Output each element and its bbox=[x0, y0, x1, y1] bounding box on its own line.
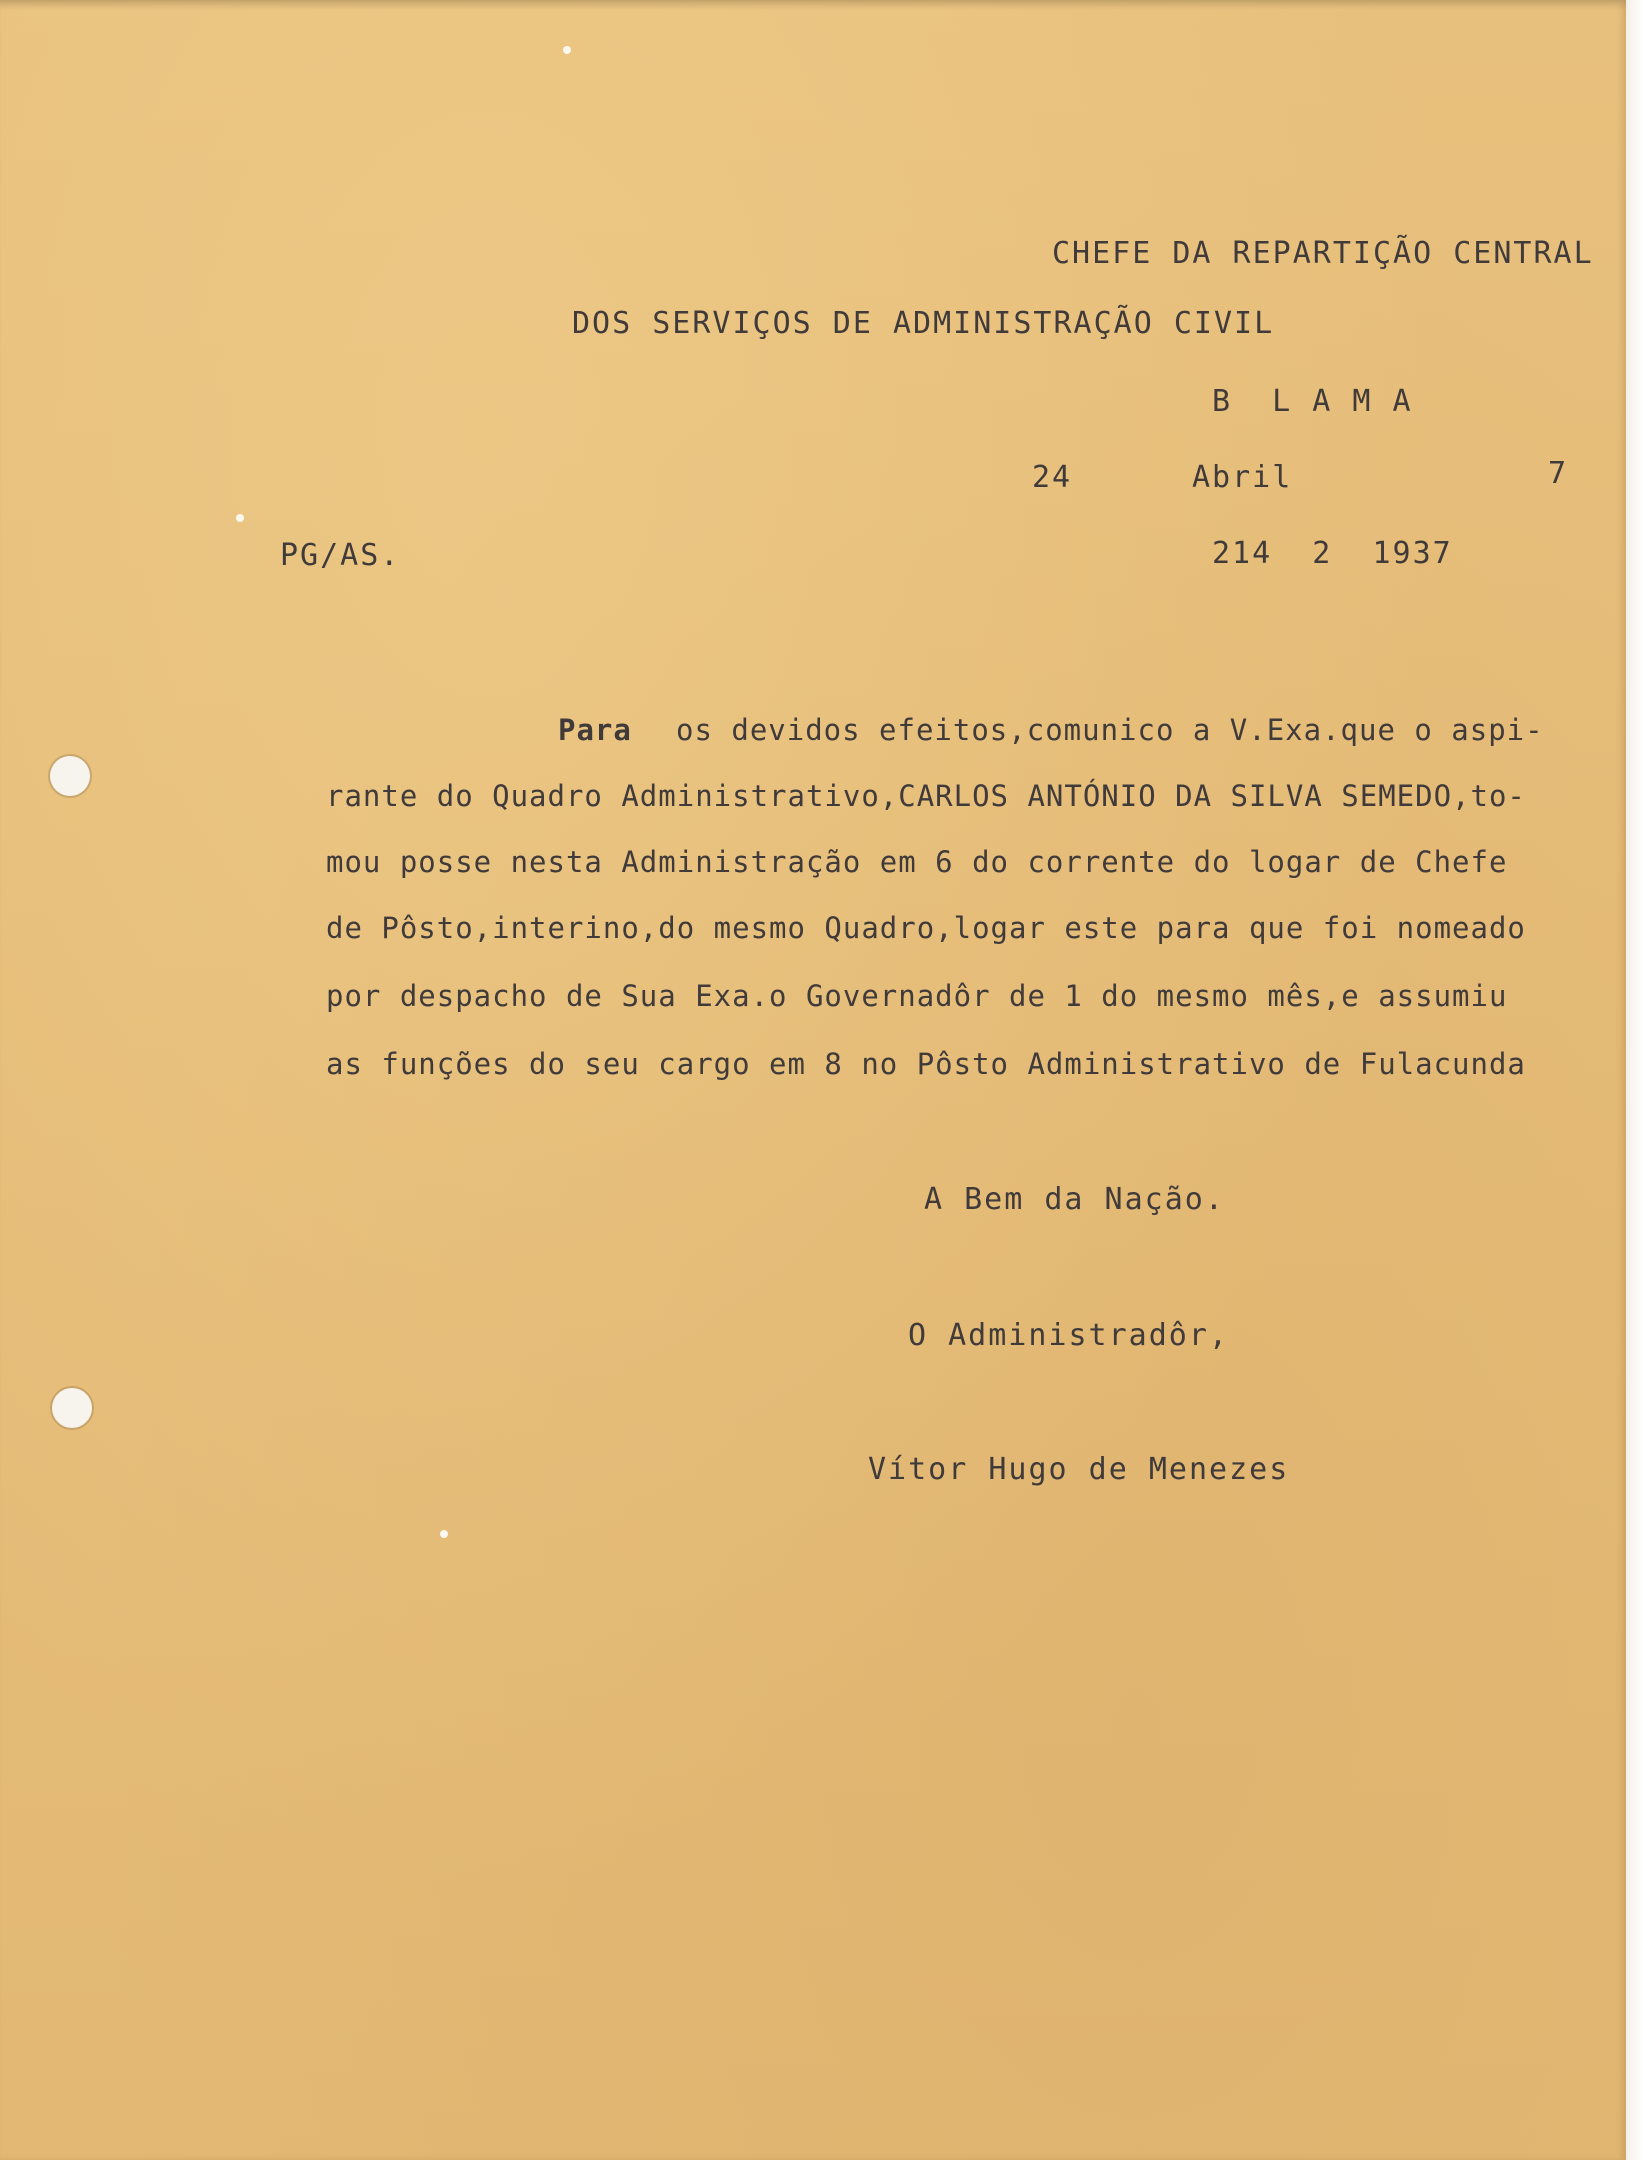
paper-speck bbox=[236, 514, 244, 522]
reference-code: PG/AS. bbox=[280, 538, 401, 573]
date-day: 24 bbox=[1032, 460, 1073, 495]
paper-speck bbox=[440, 1530, 448, 1538]
document-number: 7 bbox=[1548, 456, 1569, 491]
closing-role: O Administradôr, bbox=[908, 1318, 1229, 1353]
body-line-4: de Pôsto,interino,do mesmo Quadro,logar este para que foi nomeado bbox=[326, 911, 1526, 945]
body-line-3: mou posse nesta Administração em 6 do corrente do logar de Chefe bbox=[326, 845, 1508, 879]
place-name: B L A M A bbox=[1212, 384, 1413, 419]
scan-edge bbox=[1626, 0, 1643, 2160]
punch-hole-bottom bbox=[52, 1388, 92, 1428]
body-line-6: as funções do seu cargo em 8 no Pôsto Administrativo de Fulacunda bbox=[326, 1047, 1526, 1081]
addressee-line-1: CHEFE DA REPARTIÇÃO CENTRAL bbox=[1052, 236, 1594, 271]
punch-hole-top bbox=[50, 756, 90, 796]
body-line-2: rante do Quadro Administrativo,CARLOS ANTÓNIO DA SILVA SEMEDO,to- bbox=[326, 779, 1526, 813]
top-edge-shadow bbox=[0, 0, 1626, 10]
paper-speck bbox=[563, 46, 571, 54]
body-lead-word: Para bbox=[558, 713, 632, 747]
body-line-1: os devidos efeitos,comunico a V.Exa.que o aspi- bbox=[676, 713, 1544, 747]
addressee-line-2: DOS SERVIÇOS DE ADMINISTRAÇÃO CIVIL bbox=[572, 306, 1275, 341]
reference-number: 214 2 1937 bbox=[1212, 536, 1453, 571]
body-line-5: por despacho de Sua Exa.o Governadôr de 1 do mesmo mês,e assumiu bbox=[326, 979, 1508, 1013]
signature-name: Vítor Hugo de Menezes bbox=[868, 1452, 1290, 1487]
closing-salutation: A Bem da Nação. bbox=[924, 1182, 1225, 1217]
date-month: Abril bbox=[1192, 460, 1293, 495]
